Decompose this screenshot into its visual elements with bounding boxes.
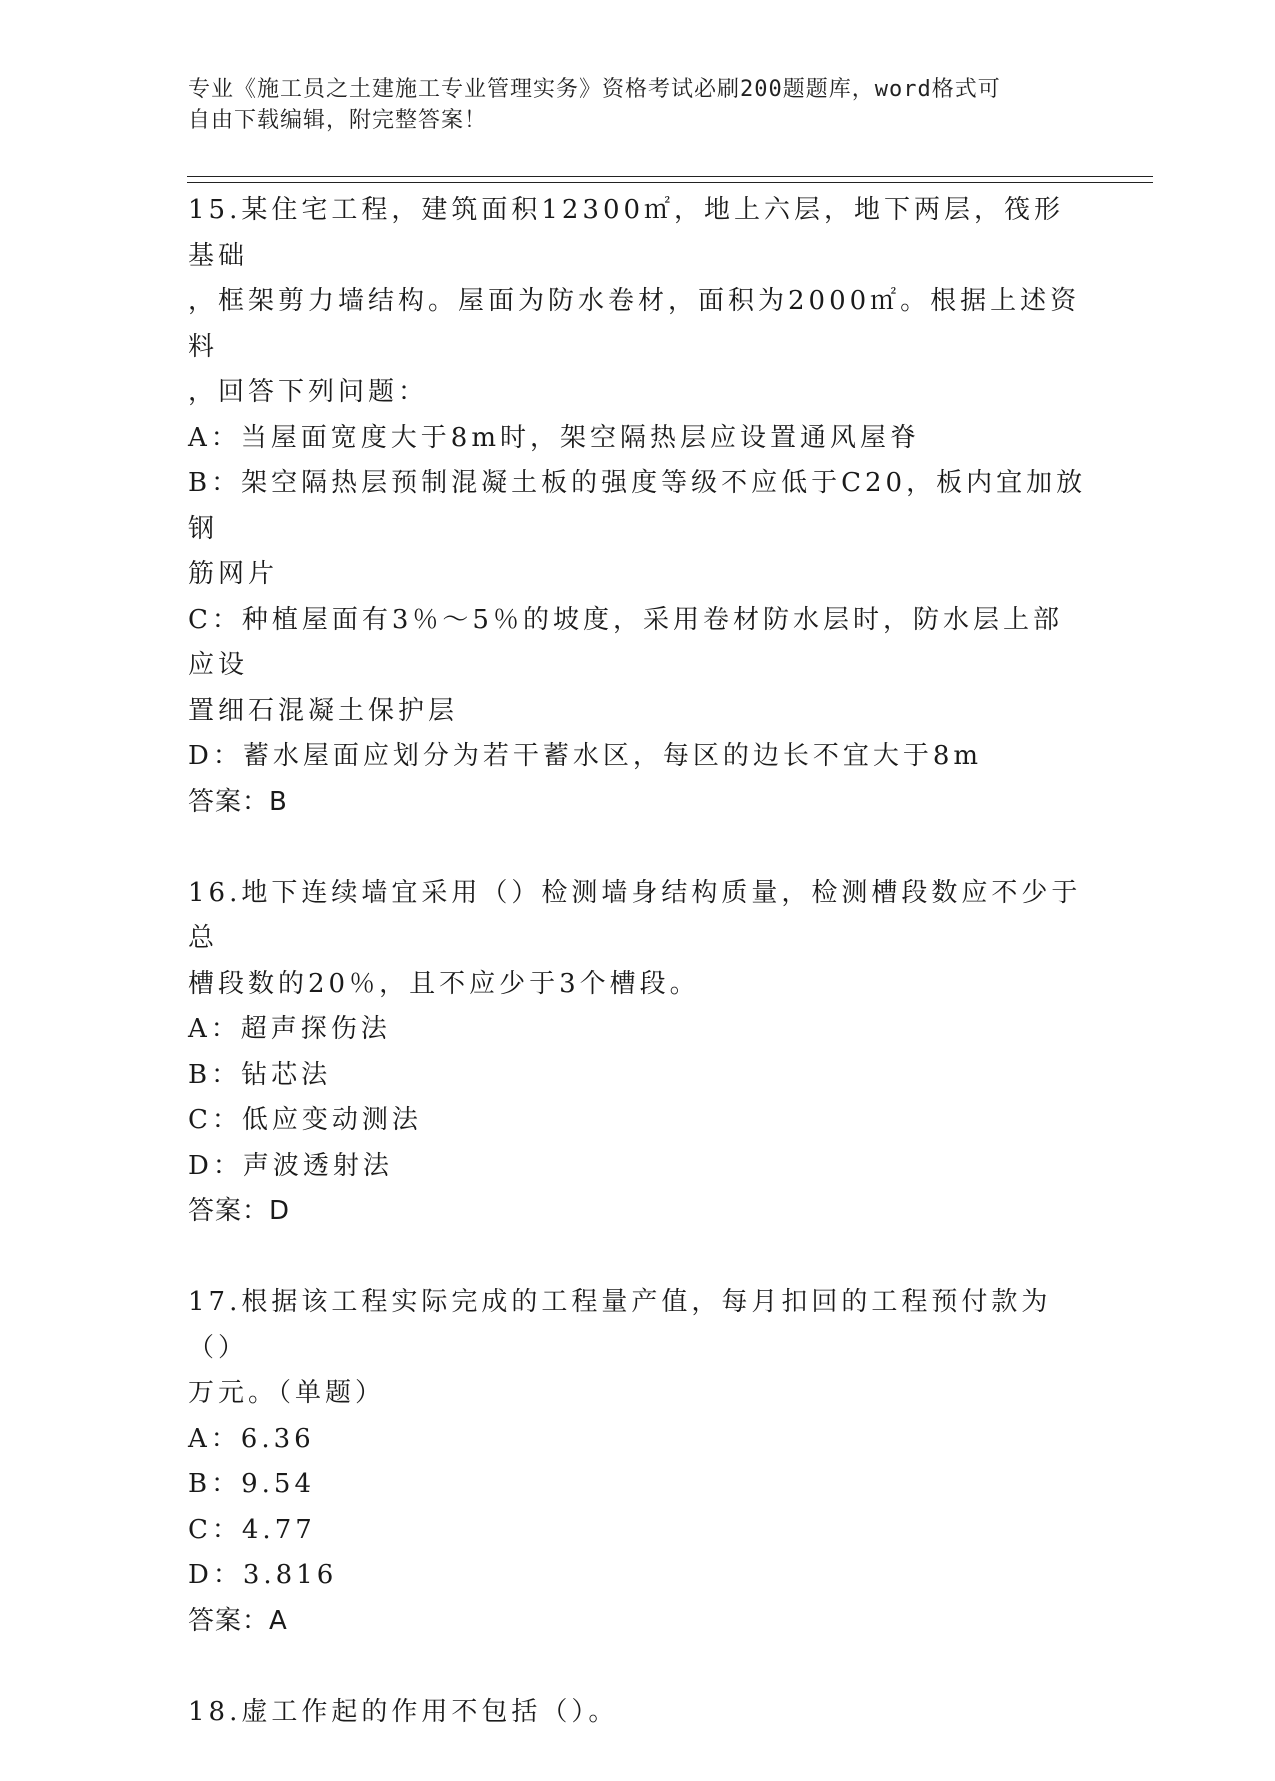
question-block [188,188,1088,825]
question-block [188,1280,1088,1644]
question-stem-line: 槽段数的20％，且不应少于3个槽段。 [188,968,700,999]
answer-key: 答案：B [188,786,288,817]
answer-key: 答案：A [188,1605,288,1636]
answer-option-line: D：3.816 [188,1560,338,1590]
answer-option-line: 筋网片 [188,559,279,589]
answer-option-line: A：当屋面宽度大于8m时，架空隔热层应设置通风屋脊 [188,422,920,453]
answer-option-line: C：4.77 [188,1514,316,1545]
answer-option-line: C：种植屋面有3％～5％的坡度，采用卷材防水层时，防水层上部应设 [188,604,1063,680]
answer-option-line: C：低应变动测法 [188,1105,422,1135]
answer-option-line: B：架空隔热层预制混凝土板的强度等级不应低于C20，板内宜加放钢 [188,468,1087,544]
question-stem-line: ，框架剪力墙结构。屋面为防水卷材，面积为2000㎡。根据上述资料 [188,286,1081,362]
page-header [188,74,1068,136]
question-stem-line: 17.根据该工程实际完成的工程量产值，每月扣回的工程预付款为（） [188,1287,1052,1363]
header-line-1: 专业《施工员之土建施工专业管理实务》资格考试必刷200题题库，word格式可 [188,77,1001,102]
question-stem-line: 16.地下连续墙宜采用（）检测墙身结构质量，检测槽段数应不少于总 [188,877,1082,953]
header-rule-top [187,176,1153,177]
question-list [188,188,1088,1781]
question-stem-line: 万元。（单题） [188,1378,386,1408]
question-stem-line: 15.某住宅工程，建筑面积12300㎡，地上六层，地下两层，筏形基础 [188,195,1065,271]
answer-key: 答案：D [188,1196,291,1226]
question-stem-line: 18.虚工作起的作用不包括（）。 [188,1696,619,1727]
question-stem-line: ，回答下列问题： [188,377,429,407]
answer-option-line: B：钻芯法 [188,1059,332,1090]
answer-option-line: A：超声探伤法 [188,1014,391,1044]
question-block [188,871,1088,1235]
question-block [188,1690,1088,1736]
answer-option-line: B：9.54 [188,1469,315,1499]
answer-option-line: D：蓄水屋面应划分为若干蓄水区，每区的边长不宜大于8m [188,741,983,771]
header-line-2: 自由下载编辑，附完整答案！ [188,108,488,133]
header-rule-bottom [187,182,1153,183]
answer-option-line: D：声波透射法 [188,1150,393,1181]
answer-option-line: A：6.36 [188,1423,315,1454]
answer-option-line: 置细石混凝土保护层 [188,695,459,726]
